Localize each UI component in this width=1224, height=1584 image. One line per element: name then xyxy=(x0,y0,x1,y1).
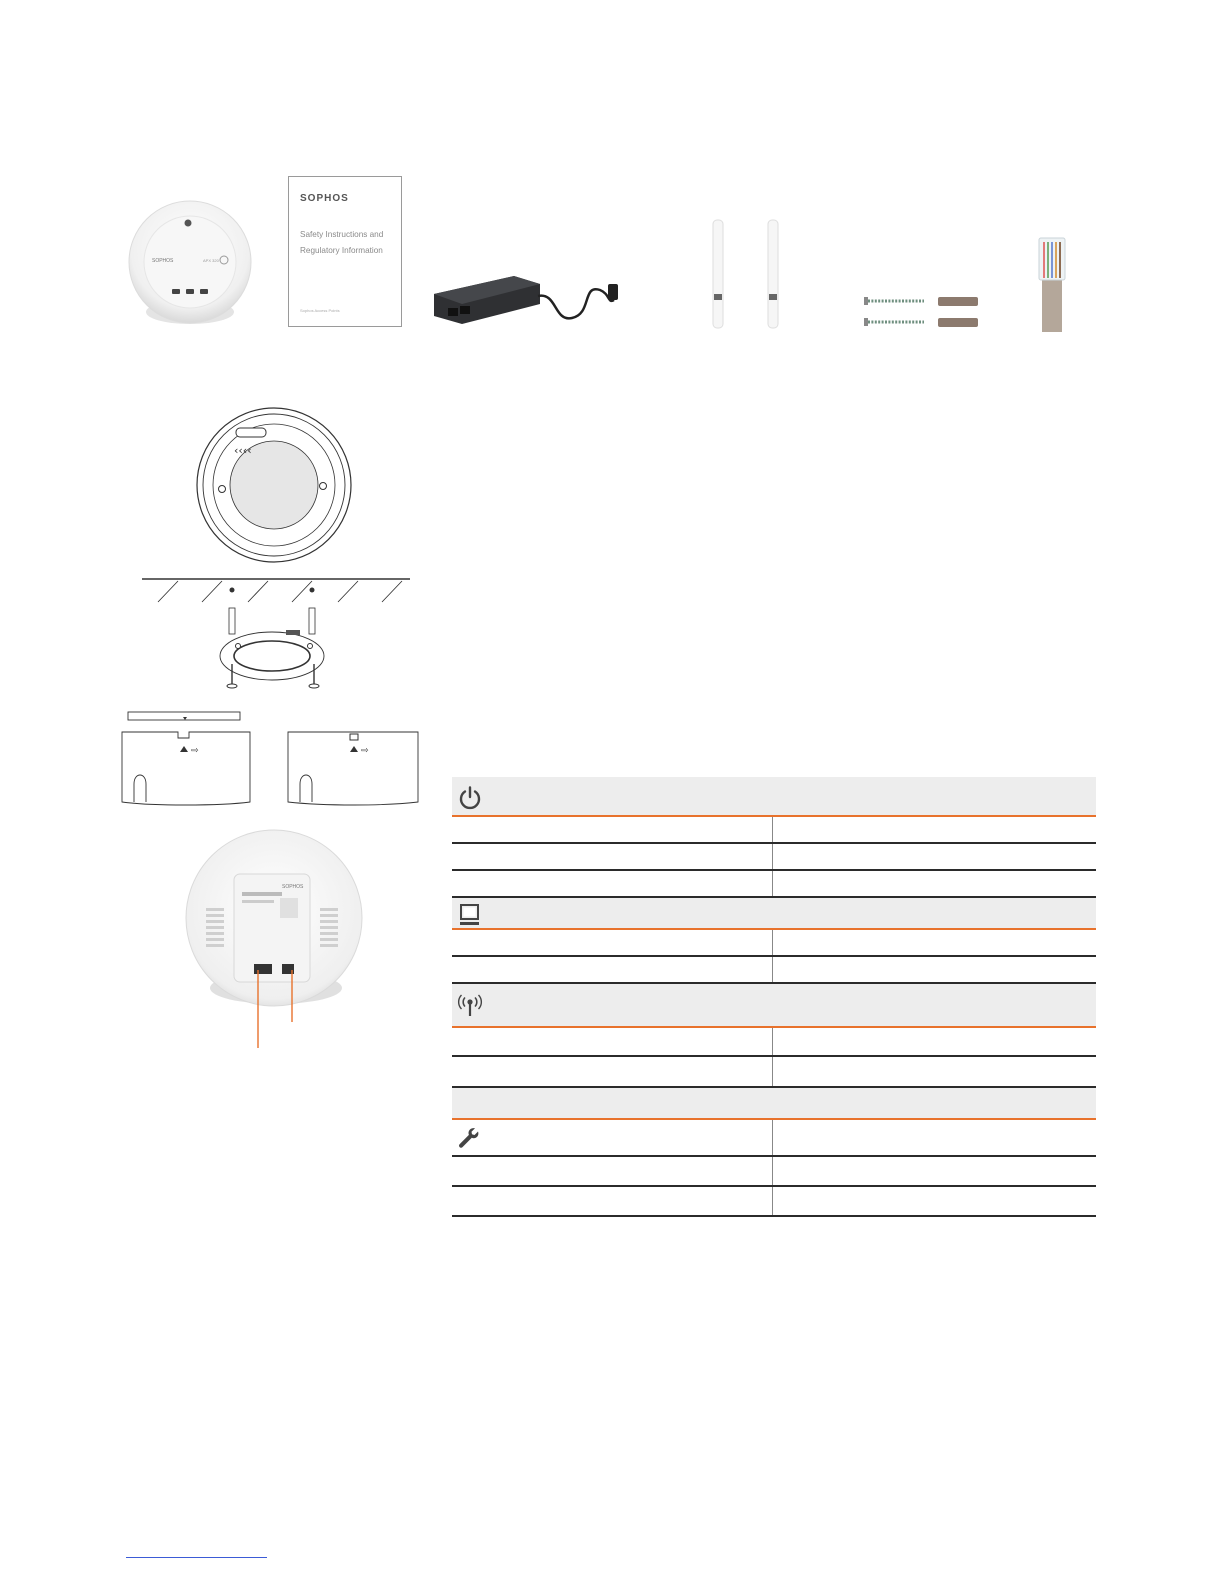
table-row xyxy=(452,1057,1096,1088)
safety-booklet xyxy=(288,176,402,327)
table-row xyxy=(452,844,1096,871)
booklet-title-line2: Regulatory Information xyxy=(300,246,383,255)
table-row xyxy=(452,1187,1096,1217)
svg-text:SOPHOS: SOPHOS xyxy=(282,884,304,890)
section-header-lan xyxy=(452,898,1096,930)
ethernet-cable-image xyxy=(1030,232,1074,332)
table-row xyxy=(452,930,1096,957)
booklet-brand: SOPHOS xyxy=(300,193,349,204)
monitor-icon xyxy=(457,902,483,928)
table-row xyxy=(452,871,1096,898)
antenna-image xyxy=(763,218,783,330)
ceiling-mount-diagram xyxy=(140,576,412,694)
svg-text:SOPHOS: SOPHOS xyxy=(152,258,174,264)
wrench-icon xyxy=(457,1126,481,1150)
table-row xyxy=(452,1120,1096,1157)
led-status-table xyxy=(452,777,1096,1217)
svg-text:⇨: ⇨ xyxy=(191,746,199,756)
mounting-plate-diagram xyxy=(196,406,352,564)
table-row xyxy=(452,1028,1096,1057)
poe-injector-image xyxy=(432,270,622,330)
attach-step-diagram-right xyxy=(284,726,424,806)
section-header-power xyxy=(452,777,1096,817)
booklet-title-line1: Safety Instructions and xyxy=(300,230,384,239)
booklet-footer: Sophos Access Points xyxy=(300,308,340,313)
svg-text:‹‹‹‹: ‹‹‹‹ xyxy=(234,444,252,457)
section-header-wireless xyxy=(452,984,1096,1028)
table-row xyxy=(452,957,1096,984)
section-header-reset xyxy=(452,1088,1096,1120)
svg-text:APX 320: APX 320 xyxy=(203,258,219,263)
wireless-icon xyxy=(457,993,483,1019)
access-point-image xyxy=(128,200,252,328)
table-row xyxy=(452,817,1096,844)
table-row xyxy=(452,1157,1096,1187)
antenna-image xyxy=(708,218,728,330)
power-icon xyxy=(457,785,483,811)
footer-link[interactable] xyxy=(126,1557,267,1558)
screws-and-anchors-image xyxy=(862,292,982,330)
svg-text:⇨: ⇨ xyxy=(361,746,369,756)
attach-step-diagram-left xyxy=(110,710,256,806)
access-point-bottom-image xyxy=(184,828,366,1050)
